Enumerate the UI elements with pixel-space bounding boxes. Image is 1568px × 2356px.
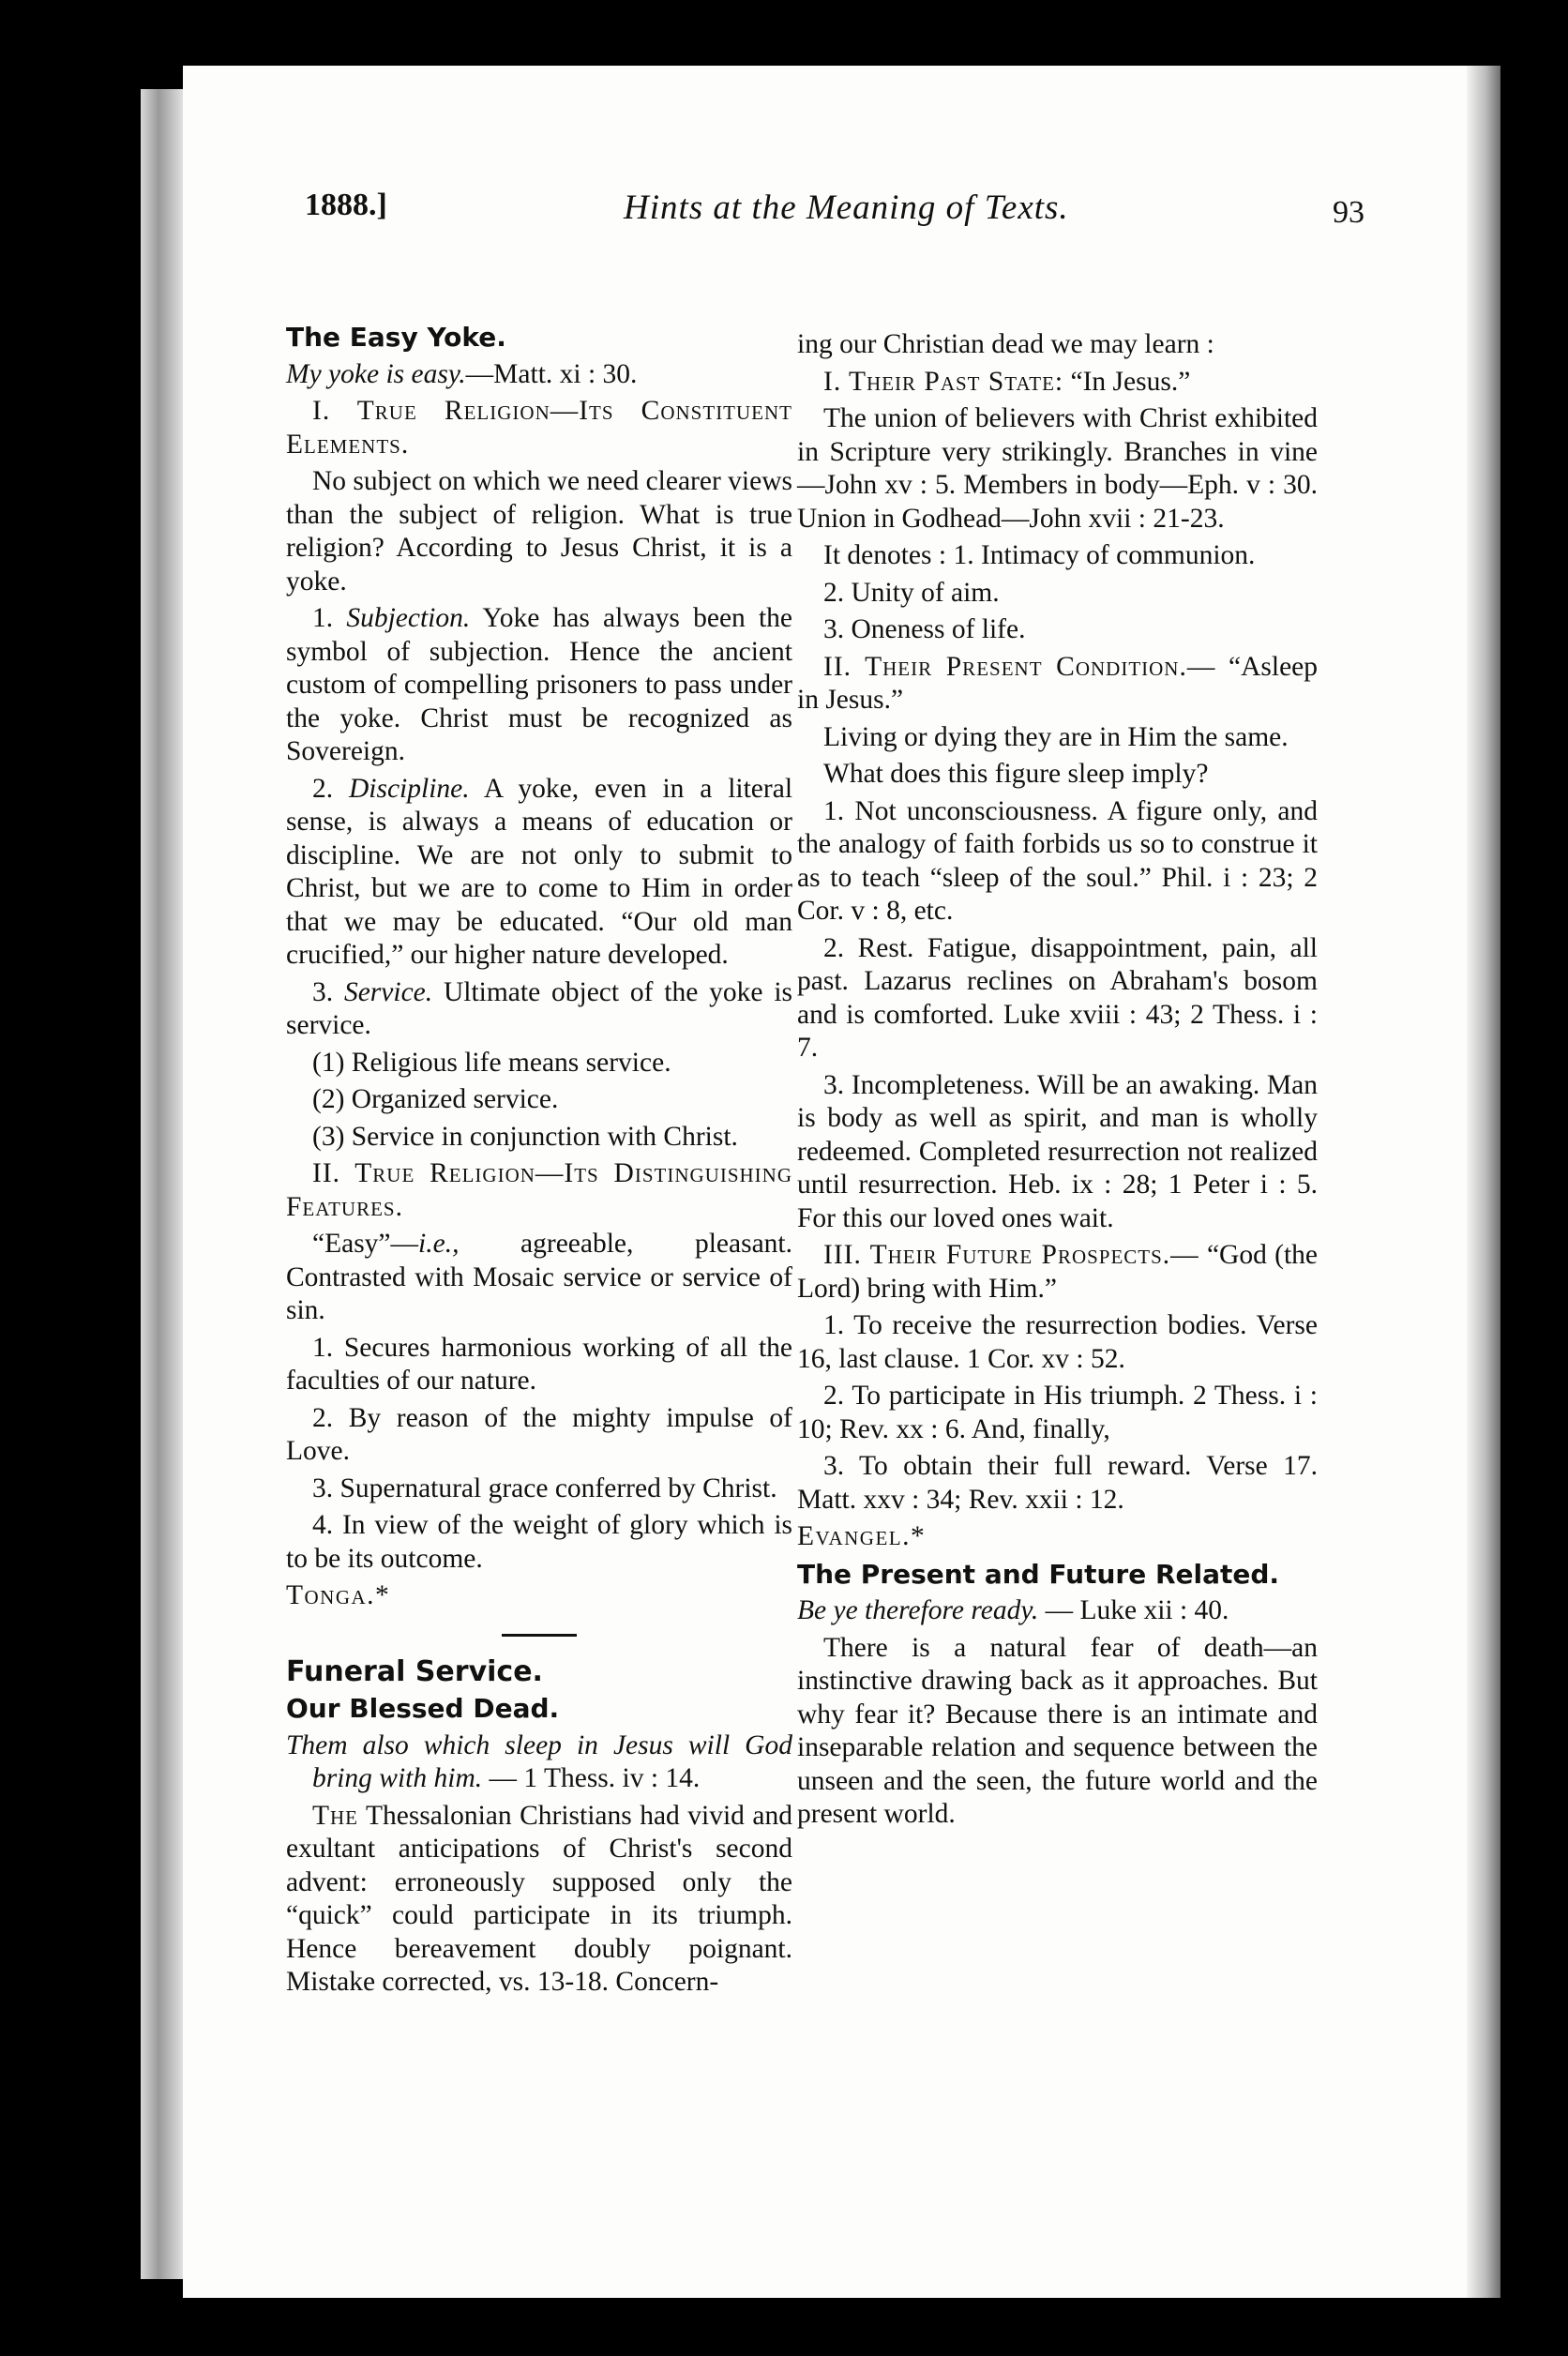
service-subpoint-1: (1) Religious life means service. [312, 1047, 671, 1078]
future-prospects-quote: “God (the Lord) bring with Him.” [797, 1240, 1318, 1304]
page-number: 93 [1333, 195, 1364, 230]
easy-yoke-point-3 [286, 976, 792, 1043]
point-number: 2. [312, 773, 334, 804]
future-prospects-point-3: 3. To obtain their full reward. Verse 17. Matt. xxv : 34; Rev. xxii : 12. [797, 1451, 1318, 1515]
present-condition-point-2: 2. Rest. Fatigue, disappointment, pain, all past. Lazarus reclines on Abraham's bosom and is comforted. Luke xviii : 43; 2 Thess. i : 7. [797, 932, 1318, 1063]
evangel-signature: Evangel.* [797, 1521, 927, 1551]
past-state-point-3: 3. Oneness of life. [823, 614, 1026, 644]
present-condition-quote: “Asleep in Jesus.” [797, 651, 1319, 715]
present-condition-heading: II. Their Present Condition.— [823, 651, 1216, 682]
easy-yoke-section-1-intro: No subject on which we need clearer views than the subject of religion. What is true religion? According to Jesus Christ, it is a yoke. [286, 466, 792, 597]
past-state-quote: “In Jesus.” [1063, 366, 1191, 397]
blessed-dead-intro [286, 1800, 792, 2000]
present-future-text [797, 1594, 1318, 1628]
past-state [797, 366, 1318, 400]
funeral-section-title: Funeral Service. [286, 1654, 543, 1688]
easy-yoke-point-1 [286, 602, 792, 769]
intro-part: “Easy”— [312, 1229, 419, 1259]
present-future-text-ref: — Luke xii : 40. [1038, 1595, 1229, 1625]
easy-yoke-text [286, 358, 792, 392]
easy-yoke-section-2-heading: II. True Religion—Its Distinguishing Features. [286, 1158, 792, 1222]
header-title: Hints at the Meaning of Texts. [624, 189, 1069, 227]
past-state-point-2: 2. Unity of aim. [823, 577, 1000, 608]
feature-2: 2. By reason of the mighty impulse of Love. [286, 1402, 792, 1466]
future-prospects-point-1: 1. To receive the resurrection bodies. Verse 16, last clause. 1 Cor. xv : 52. [797, 1310, 1318, 1374]
running-head [305, 188, 1364, 244]
easy-yoke-heading: The Easy Yoke. [286, 322, 506, 353]
present-condition-living: Living or dying they are in Him the same. [823, 721, 1289, 752]
section-divider [502, 1634, 577, 1637]
intro-lead: The [312, 1800, 359, 1831]
feature-4: 4. In view of the weight of glory which is to be its outcome. [286, 1510, 792, 1574]
continuation-text: ing our Christian dead we may learn : [797, 329, 1214, 359]
feature-1: 1. Secures harmonious working of all the faculties of our nature. [286, 1332, 792, 1396]
blessed-dead-heading: Our Blessed Dead. [286, 1693, 560, 1724]
point-title: Service. [343, 976, 433, 1007]
point-number: 1. [312, 603, 334, 633]
intro-part: agreeable, pleasant. Contrasted with Mosaic service or service of sin. [286, 1229, 792, 1325]
point-title: Discipline. [348, 773, 470, 804]
present-future-text-italic: Be ye therefore ready. [797, 1595, 1039, 1625]
past-state-heading: I. Their Past State: [823, 366, 1064, 397]
easy-yoke-point-2 [286, 773, 792, 973]
present-condition [797, 651, 1318, 717]
present-future-body: There is a natural fear of death—an instinctive drawing back as it approaches. But why fear it? Because there is an intimate and inseparable relation and sequence between the unseen and the seen, the future world and the present world. [797, 1632, 1318, 1829]
easy-yoke-text-italic: My yoke is easy. [286, 358, 466, 389]
past-state-text: The union of believers with Christ exhibited in Scripture very strikingly. Branches in vine—John xv : 5. Members in body—Eph. v : 30. Union in Godhead—John xvii : 21-23. [797, 403, 1318, 534]
page-gutter-shadow [1467, 66, 1500, 2298]
easy-yoke-section-2-intro [286, 1228, 792, 1328]
service-subpoint-3: (3) Service in conjunction with Christ. [312, 1121, 738, 1152]
future-prospects-heading: III. Their Future Prospects.— [823, 1240, 1199, 1270]
intro-ie: i.e., [418, 1229, 460, 1259]
point-text: Ultimate object of the yoke is service. [286, 976, 793, 1040]
book-left-edge [141, 89, 186, 2279]
feature-3: 3. Supernatural grace conferred by Christ. [312, 1472, 777, 1503]
point-title: Subjection. [346, 603, 471, 633]
point-text: Yoke has always been the symbol of subjection. Hence the ancient custom of compelling prisoners to pass under the yoke. Christ must be recognized as Sovereign. [286, 603, 793, 766]
service-subpoint-2: (2) Organized service. [312, 1084, 559, 1114]
easy-yoke-signature: Tonga.* [286, 1580, 391, 1610]
present-condition-question: What does this figure sleep imply? [823, 759, 1209, 789]
point-number: 3. [312, 976, 334, 1007]
blessed-dead-text [286, 1729, 792, 1796]
book-page [183, 66, 1500, 2298]
easy-yoke-section-1-heading: I. True Religion—Its Constituent Elements. [286, 396, 792, 460]
future-prospects-point-2: 2. To participate in His triumph. 2 Thess. i : 10; Rev. xx : 6. And, finally, [797, 1381, 1318, 1444]
header-year: 1888.] [305, 188, 387, 222]
past-state-denotes: It denotes : 1. Intimacy of communion. [823, 540, 1256, 570]
easy-yoke-text-ref: —Matt. xi : 30. [465, 358, 638, 389]
present-condition-point-1: 1. Not unconsciousness. A figure only, and the analogy of faith forbids us so to construe it as to teach “sleep of the soul.” Phil. i : 23; 2 Cor. v : 8, etc. [797, 795, 1318, 926]
right-column [797, 328, 1318, 1835]
present-future-heading: The Present and Future Related. [797, 1558, 1280, 1590]
blessed-dead-text-italic: Them also which sleep in Jesus will God bring with him. [286, 1729, 792, 1793]
future-prospects [797, 1239, 1318, 1306]
left-column [286, 321, 792, 2003]
present-condition-point-3: 3. Incompleteness. Will be an awaking. Man is body as well as spirit, and man is wholly redeemed. Completed resurrection not realized until resurrection. Heb. ix : 28; 1 Peter i : 5. For this our loved ones wait. [797, 1069, 1318, 1233]
blessed-dead-text-ref: — 1 Thess. iv : 14. [482, 1763, 701, 1793]
point-text: A yoke, even in a literal sense, is always a means of education or discipline. We are not only to submit to Christ, but we are to come to Him in order that we may be educated. “Our old man crucified,” our higher nature developed. [286, 773, 793, 970]
intro-text: Thessalonian Christians had vivid and exultant anticipations of Christ's second advent: erroneously supposed only the “quick” could participate in its triumph. Hence bereavement doubly poignant. Mistake corrected, vs. 13-18. Concern- [286, 1800, 792, 1997]
